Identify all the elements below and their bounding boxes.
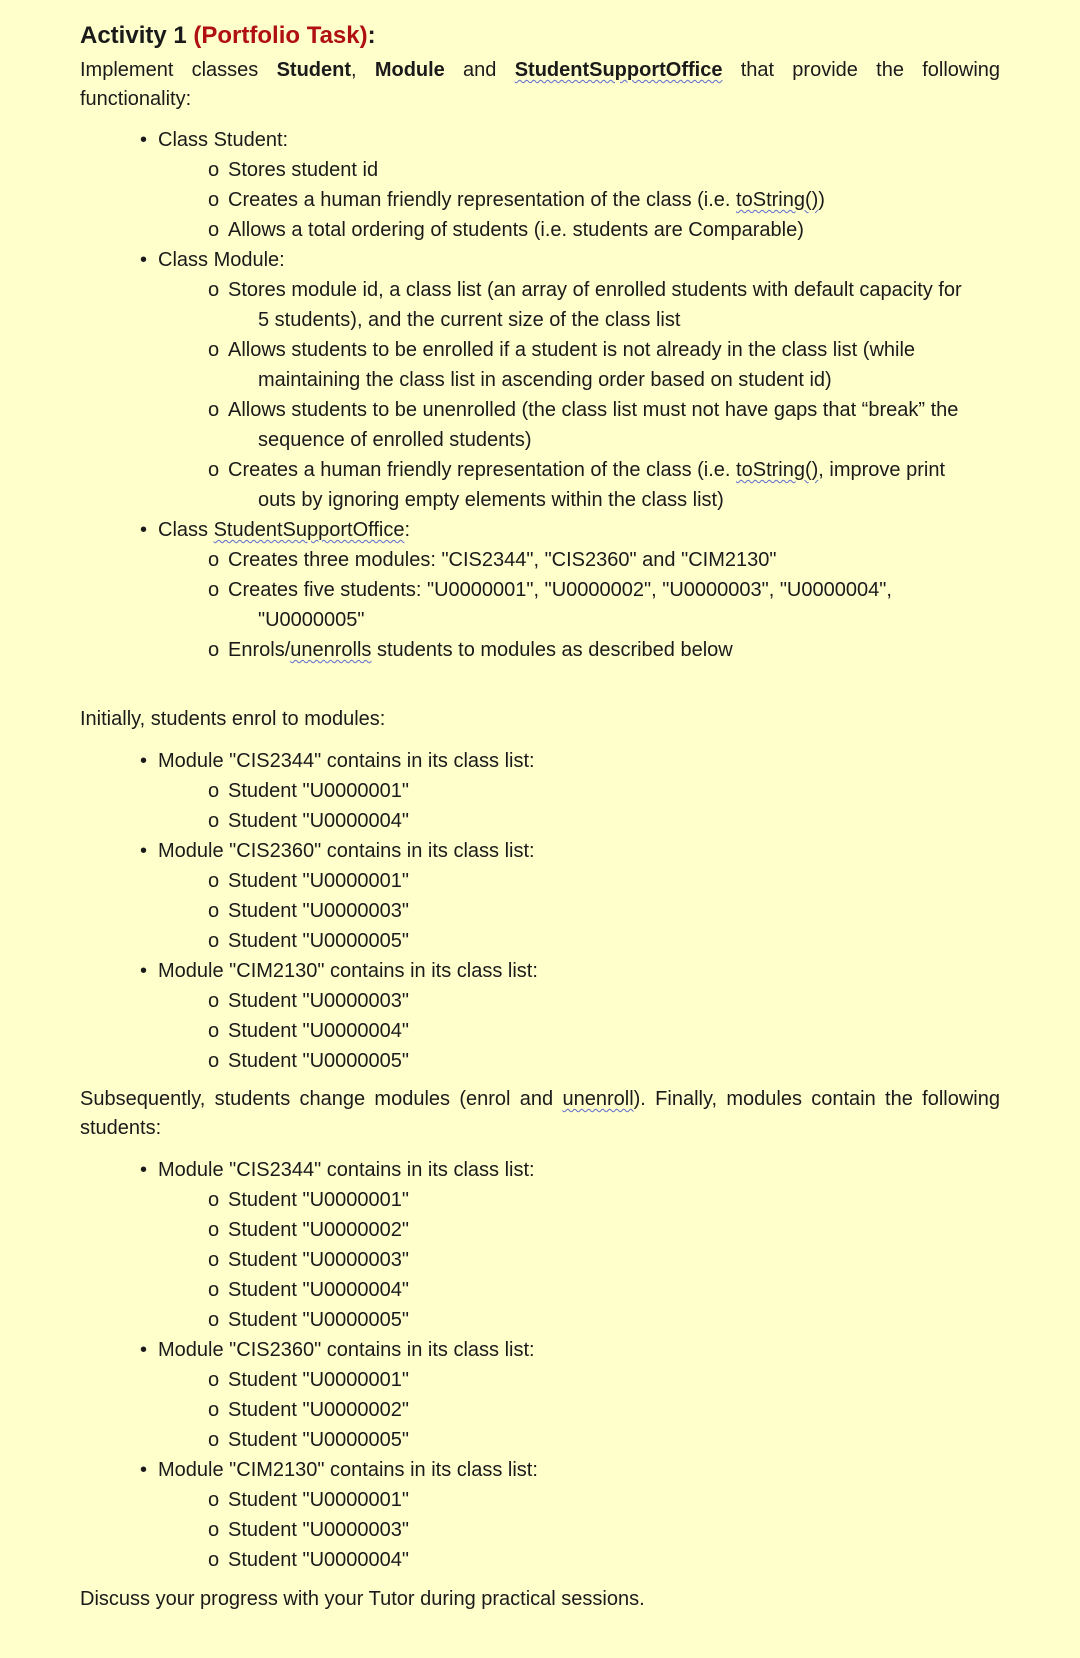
bullet-icon: • [140, 960, 148, 982]
list-item: o Student "U0000005" [158, 926, 1000, 956]
list-item: o Student "U0000001" [158, 1365, 1000, 1395]
circle-bullet-icon: o [208, 990, 220, 1012]
circle-bullet-icon: o [208, 399, 220, 421]
list-item: o Stores module id, a class list (an array of enrolled students with default capacity for 5 students), and the current size of the class list [158, 275, 1000, 335]
portfolio-task-label: (Portfolio Task) [193, 22, 368, 49]
list-item: o Allows a total ordering of students (i.e. students are Comparable) [158, 215, 1000, 245]
bullet-icon: • [140, 1459, 148, 1481]
module-item: • Module "CIS2344" contains in its class list: o Student "U0000001" o Student "U0000004" [80, 746, 1000, 836]
class-sso-item: • Class StudentSupportOffice: o Creates three modules: "CIS2344", "CIS2360" and "CIM2130" o Creates five students: "U0000001", "U0000002", "U0000003", "U0000004", "U0000005" o Enrols/unenrolls students to modules as described below [80, 515, 1000, 665]
circle-bullet-icon: o [208, 279, 220, 301]
list-item: o Creates five students: "U0000001", "U0000002", "U0000003", "U0000004", "U0000005" [158, 575, 1000, 635]
circle-bullet-icon: o [208, 930, 220, 952]
list-item: o Student "U0000003" [158, 896, 1000, 926]
spec-list [80, 125, 1000, 665]
circle-bullet-icon: o [208, 159, 220, 181]
circle-bullet-icon: o [208, 1549, 220, 1571]
list-item: o Student "U0000001" [158, 866, 1000, 896]
module-item: • Module "CIS2360" contains in its class list: o Student "U0000001" o Student "U0000002" o Student "U0000005" [80, 1335, 1000, 1455]
circle-bullet-icon: o [208, 1050, 220, 1072]
circle-bullet-icon: o [208, 1279, 220, 1301]
circle-bullet-icon: o [208, 1399, 220, 1421]
circle-bullet-icon: o [208, 1249, 220, 1271]
list-item: o Student "U0000005" [158, 1305, 1000, 1335]
list-item: o Creates three modules: "CIS2344", "CIS2360" and "CIM2130" [158, 545, 1000, 575]
list-item: o Student "U0000001" [158, 776, 1000, 806]
list-item: o Student "U0000001" [158, 1485, 1000, 1515]
circle-bullet-icon: o [208, 1519, 220, 1541]
bullet-icon: • [140, 249, 148, 271]
final-module-list [80, 1155, 1000, 1575]
circle-bullet-icon: o [208, 639, 220, 661]
class-student-item: • Class Student: o Stores student id o Creates a human friendly representation of the class (i.e. toString()) o Allows a total ordering of students (i.e. students are Comparable) [80, 125, 1000, 245]
initial-intro: Initially, students enrol to modules: [80, 708, 386, 730]
bullet-icon: • [140, 840, 148, 862]
list-item: o Student "U0000004" [158, 806, 1000, 836]
circle-bullet-icon: o [208, 459, 220, 481]
circle-bullet-icon: o [208, 549, 220, 571]
closing-paragraph: Discuss your progress with your Tutor during practical sessions. [80, 1588, 645, 1610]
circle-bullet-icon: o [208, 1309, 220, 1331]
bullet-icon: • [140, 1159, 148, 1181]
module-item: • Module "CIM2130" contains in its class list: o Student "U0000001" o Student "U0000003" o Student "U0000004" [80, 1455, 1000, 1575]
intro-paragraph: Implement classes Student, Module and StudentSupportOffice that provide the following functionality: [80, 59, 1001, 110]
list-item: o Student "U0000002" [158, 1215, 1000, 1245]
circle-bullet-icon: o [208, 219, 220, 241]
list-item: o Student "U0000004" [158, 1545, 1000, 1575]
bullet-icon: • [140, 129, 148, 151]
bullet-icon: • [140, 519, 148, 541]
list-item: o Student "U0000003" [158, 1515, 1000, 1545]
circle-bullet-icon: o [208, 810, 220, 832]
circle-bullet-icon: o [208, 579, 220, 601]
list-item: o Student "U0000001" [158, 1185, 1000, 1215]
list-item: o Student "U0000004" [158, 1016, 1000, 1046]
list-item: o Student "U0000005" [158, 1046, 1000, 1076]
list-item: o Creates a human friendly representation of the class (i.e. toString()) [158, 185, 1000, 215]
module-item: • Module "CIS2360" contains in its class list: o Student "U0000001" o Student "U0000003" o Student "U0000005" [80, 836, 1000, 956]
circle-bullet-icon: o [208, 1489, 220, 1511]
activity-title: Activity 1 (Portfolio Task): [80, 22, 376, 49]
circle-bullet-icon: o [208, 1189, 220, 1211]
bullet-icon: • [140, 750, 148, 772]
list-item: o Stores student id [158, 155, 1000, 185]
list-item: o Creates a human friendly representation of the class (i.e. toString(), improve print outs by ignoring empty elements within the class list) [158, 455, 1000, 515]
list-item: o Student "U0000003" [158, 1245, 1000, 1275]
initial-module-list [80, 746, 1000, 1076]
circle-bullet-icon: o [208, 1429, 220, 1451]
circle-bullet-icon: o [208, 1219, 220, 1241]
list-item: o Allows students to be unenrolled (the class list must not have gaps that “break” the sequence of enrolled students) [158, 395, 1000, 455]
circle-bullet-icon: o [208, 1369, 220, 1391]
bullet-icon: • [140, 1339, 148, 1361]
list-item: o Student "U0000004" [158, 1275, 1000, 1305]
module-item: • Module "CIM2130" contains in its class list: o Student "U0000003" o Student "U0000004" o Student "U0000005" [80, 956, 1000, 1076]
list-item: o Student "U0000005" [158, 1425, 1000, 1455]
circle-bullet-icon: o [208, 189, 220, 211]
list-item: o Allows students to be enrolled if a student is not already in the class list (while maintaining the class list in ascending order based on student id) [158, 335, 1000, 395]
circle-bullet-icon: o [208, 1020, 220, 1042]
circle-bullet-icon: o [208, 900, 220, 922]
module-item: • Module "CIS2344" contains in its class list: o Student "U0000001" o Student "U0000002" o Student "U0000003" o Student "U0000004" o Student "U0000005" [80, 1155, 1000, 1335]
circle-bullet-icon: o [208, 780, 220, 802]
list-item: o Student "U0000003" [158, 986, 1000, 1016]
circle-bullet-icon: o [208, 870, 220, 892]
final-intro: Subsequently, students change modules (enrol and unenroll). Finally, modules contain the following students: [80, 1088, 1000, 1139]
list-item: o Enrols/unenrolls students to modules as described below [158, 635, 1000, 665]
circle-bullet-icon: o [208, 339, 220, 361]
class-module-item: • Class Module: o Stores module id, a class list (an array of enrolled students with default capacity for 5 students), and the current size of the class list o Allows students to be enrolled if a student is not already in the class list (while maintaining the class list in ascending order based on student id) o Allows students to be unenrolled (the class list must not have gaps that “break” the sequence of enrolled students) o Creates a human friendly representation of the class (i.e. toString(), improve print outs by ignoring empty elements within the class list) [80, 245, 1000, 515]
list-item: o Student "U0000002" [158, 1395, 1000, 1425]
